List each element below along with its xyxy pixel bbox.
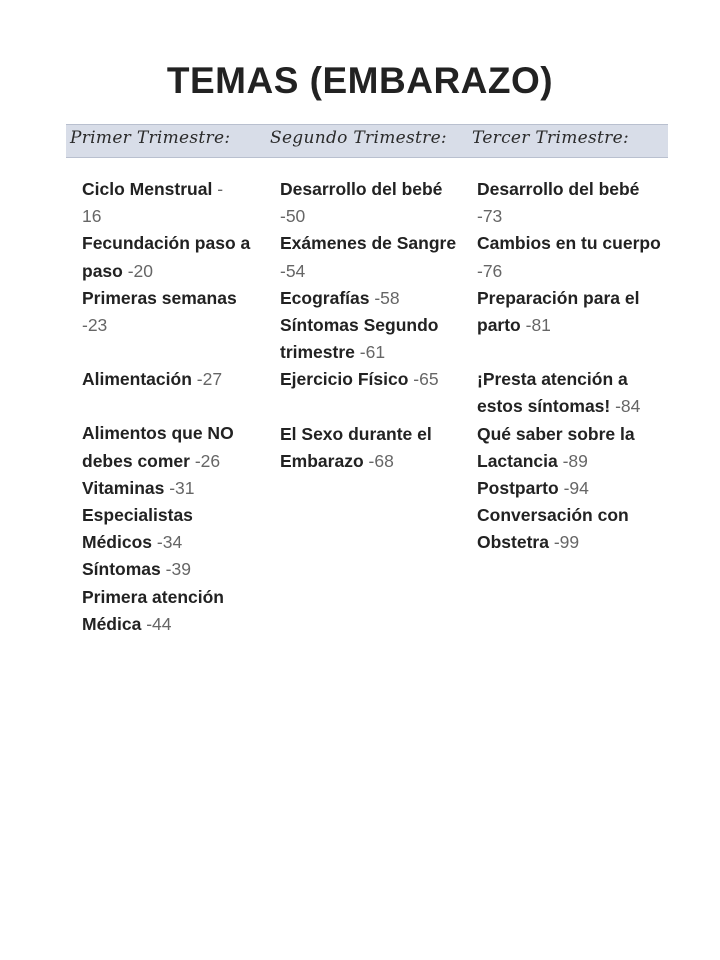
toc-entry xyxy=(82,475,262,502)
topic-label: Ciclo Menstrual xyxy=(82,179,213,199)
topic-label: Alimentos que NO debes comer xyxy=(82,423,234,471)
topic-label: Fecundación paso a paso xyxy=(82,233,251,281)
page-number: -68 xyxy=(368,450,394,471)
page-number: -26 xyxy=(194,450,221,471)
toc-entry xyxy=(477,176,667,230)
page-number: -50 xyxy=(280,206,306,227)
topic-label: Primera atención Médica xyxy=(82,586,224,634)
page-number: -54 xyxy=(280,260,306,281)
topic-label: Ecografías xyxy=(280,287,370,308)
topic-label: Alimentación xyxy=(82,369,192,390)
toc-entry xyxy=(280,421,460,475)
toc-entry xyxy=(280,176,460,230)
page-number: -39 xyxy=(165,559,191,580)
page-number: -81 xyxy=(525,315,551,336)
page-number: -99 xyxy=(553,532,580,553)
page-number: -44 xyxy=(146,613,172,634)
page-number: - 16 xyxy=(82,179,224,227)
topic-label: El Sexo durante el Embarazo xyxy=(280,423,432,471)
column-primer-trimestre xyxy=(82,176,262,638)
topic-label: Conversación con Obstetra xyxy=(477,505,629,553)
toc-entry xyxy=(280,312,460,366)
page-number: -27 xyxy=(196,369,223,390)
topic-label: Vitaminas xyxy=(82,477,165,498)
toc-entry xyxy=(82,556,262,583)
header-tercer-trimestre: Tercer Trimestre: xyxy=(472,128,629,148)
toc-entry xyxy=(82,584,262,638)
topic-label: Primeras semanas xyxy=(82,287,237,308)
toc-entry xyxy=(477,366,667,420)
topic-label: Preparación para el parto xyxy=(477,287,640,336)
toc-entry xyxy=(280,366,460,393)
header-primer-trimestre: Primer Trimestre: xyxy=(70,128,231,148)
page-number: -58 xyxy=(374,287,400,308)
page-number: -65 xyxy=(413,369,439,390)
toc-entry xyxy=(82,366,262,393)
toc-entry xyxy=(477,285,667,339)
toc-entry xyxy=(477,230,667,284)
page-number: -89 xyxy=(562,450,588,471)
topic-label: Cambios en tu cuerpo xyxy=(477,233,661,254)
toc-entry xyxy=(477,421,667,475)
page-number: -23 xyxy=(82,315,108,336)
topic-label: ¡Presta atención a estos síntomas! xyxy=(477,369,628,417)
topic-label: Exámenes de Sangre xyxy=(280,233,457,254)
toc-entry xyxy=(82,176,262,230)
toc-entry xyxy=(280,230,460,284)
page-number: -84 xyxy=(615,396,641,417)
column-segundo-trimestre xyxy=(280,176,460,475)
toc-entry xyxy=(477,475,667,502)
trimester-header-band xyxy=(66,124,668,158)
column-tercer-trimestre xyxy=(477,176,667,557)
page-number: -31 xyxy=(169,477,195,498)
topic-label: Desarrollo del bebé xyxy=(477,179,640,199)
page-number: -34 xyxy=(156,532,183,553)
toc-entry xyxy=(82,420,262,474)
page-title: TEMAS (EMBARAZO) xyxy=(166,60,554,101)
page-number: -73 xyxy=(477,206,503,227)
topic-label: Qué saber sobre la Lactancia xyxy=(477,423,635,471)
page-number: -61 xyxy=(359,342,386,363)
page-number: -76 xyxy=(477,260,503,281)
topic-label: Ejercicio Físico xyxy=(280,369,409,390)
topic-label: Especialistas Médicos xyxy=(82,505,193,553)
toc-entry xyxy=(477,502,667,556)
page-number: -20 xyxy=(127,260,154,281)
page-number: -94 xyxy=(563,478,589,499)
topic-label: Postparto xyxy=(477,478,559,499)
toc-entry xyxy=(82,502,262,556)
toc-entry xyxy=(82,285,262,339)
topic-label: Síntomas xyxy=(82,559,161,580)
topic-label: Síntomas Segundo trimestre xyxy=(280,315,439,363)
toc-entry xyxy=(280,285,460,312)
toc-entry xyxy=(82,230,262,284)
topic-label: Desarrollo del bebé xyxy=(280,179,443,199)
header-segundo-trimestre: Segundo Trimestre: xyxy=(270,128,447,148)
